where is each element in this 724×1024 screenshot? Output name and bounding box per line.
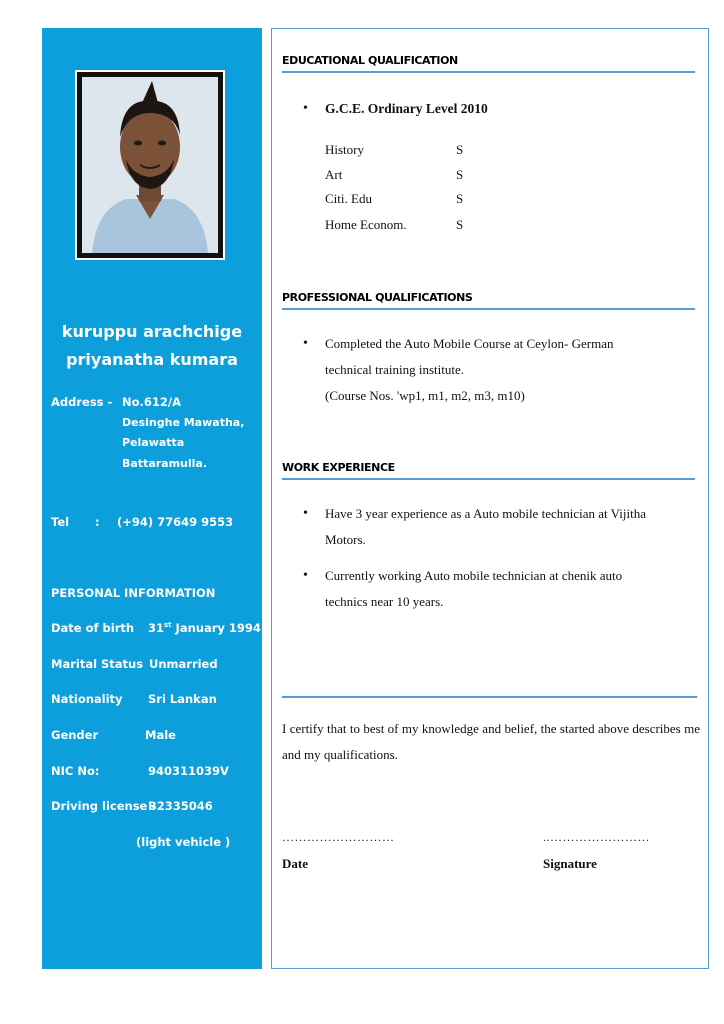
dob-rest: January 1994 [171, 621, 261, 635]
work-heading: WORK EXPERIENCE [282, 461, 695, 480]
subject-grade: S [456, 217, 464, 232]
dob-value [148, 621, 261, 635]
gender-value: Male [145, 728, 176, 742]
sidebar [42, 28, 262, 969]
gender-label: Gender [51, 728, 99, 742]
professional-heading: PROFESSIONAL QUALIFICATIONS [282, 291, 695, 310]
bullet-icon: • [303, 336, 308, 351]
person-portrait-icon [82, 77, 218, 253]
professional-line: (Course Nos. 'wp1, m1, m2, m3, m10) [325, 388, 525, 403]
dob-day: 31 [148, 621, 165, 635]
subject-name: Citi. Edu [325, 191, 372, 206]
nic-label: NIC No: [51, 764, 100, 778]
education-heading: EDUCATIONAL QUALIFICATION [282, 54, 695, 73]
subject-name: Home Econom. [325, 217, 407, 232]
date-label: Date [282, 856, 308, 871]
work-line: Motors. [325, 532, 366, 547]
full-name [42, 318, 262, 374]
marital-label: Marital Status [51, 657, 144, 671]
signature-label: Signature [543, 856, 597, 871]
subject-grade: S [456, 191, 464, 206]
section-divider [282, 696, 697, 698]
date-line: ……………………… [282, 830, 395, 844]
profile-photo [75, 70, 225, 260]
bullet-icon: • [303, 506, 308, 521]
bullet-icon: • [303, 568, 308, 583]
subject-grade: S [456, 142, 464, 157]
professional-line: technical training institute. [325, 362, 464, 377]
nationality-label: Nationality [51, 692, 123, 706]
name-line-2: priyanatha kumara [66, 350, 238, 369]
address-line: Desinghe Mawatha, [122, 416, 245, 429]
nic-value: 940311039V [148, 764, 229, 778]
work-line: Currently working Auto mobile technician at chenik auto [325, 568, 623, 583]
bullet-icon: • [303, 101, 308, 116]
address-line: Battaramulla. [122, 457, 208, 470]
name-line-1: kuruppu arachchige [61, 322, 243, 341]
tel-value: (+94) 77649 9553 [117, 515, 234, 529]
work-line: technics near 10 years. [325, 594, 444, 609]
personal-info-heading: PERSONAL INFORMATION [51, 586, 216, 600]
dob-label: Date of birth [51, 621, 135, 635]
exam-title: G.C.E. Ordinary Level 2010 [325, 101, 488, 116]
driving-license-note: (light vehicle ) [136, 835, 231, 849]
nationality-value: Sri Lankan [148, 692, 217, 706]
marital-value: Unmarried [149, 657, 218, 671]
work-line: Have 3 year experience as a Auto mobile technician at Vijitha [325, 506, 646, 521]
address-line: Pelawatta [122, 436, 185, 449]
subject-name: Art [325, 167, 343, 182]
address-line: No.612/A [122, 395, 181, 409]
subject-grade: S [456, 167, 464, 182]
dob-suffix: st [164, 621, 172, 630]
tel-label: Tel [51, 515, 70, 529]
certification-text: I certify that to best of my knowledge and belief, the started above describes me and my qualifications. [282, 721, 700, 762]
signature-line: ..…………………… [543, 830, 650, 844]
driving-license-label: Driving license - [51, 799, 157, 813]
driving-license-value: B2335046 [148, 799, 213, 813]
professional-line: Completed the Auto Mobile Course at Ceylon- German [325, 336, 614, 351]
address-label: Address - [51, 395, 113, 409]
subject-name: History [325, 142, 364, 157]
tel-separator: : [95, 515, 100, 529]
